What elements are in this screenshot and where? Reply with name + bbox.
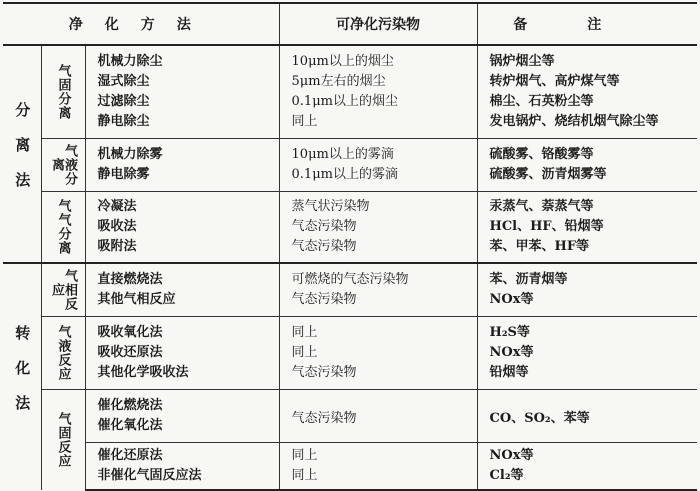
table-row [3,263,697,317]
subgroup-label-gas-solid: 气固分离 [41,45,85,139]
methods-gas-liquid: 机械力除雾 静电除雾 [85,139,279,192]
notes-gas-liquid-reaction: H₂S等 NOx等 铅烟等 [477,317,697,390]
notes-catalytic-combustion: CO、SO₂、苯等 [477,390,697,443]
pollutants-gas-solid: 10μm以上的烟尘 5μm左右的烟尘 0.1μm以上的烟尘 同上 [279,45,477,139]
header-pollutant: 可净化污染物 [279,3,477,45]
methods-gas-liquid-reaction: 吸收氧化法 吸收还原法 其他化学吸收法 [85,317,279,390]
group-label-conversion: 转化法 [3,263,41,490]
table-row [3,192,697,264]
methods-gas-phase: 直接燃烧法 其他气相反应 [85,263,279,317]
methods-gas-gas: 冷凝法 吸收法 吸附法 [85,192,279,264]
notes-gas-gas: 汞蒸气、萘蒸气等 HCl、HF、铅烟等 苯、甲苯、HF等 [477,192,697,264]
subgroup-label-gas-liquid-reaction: 气液反应 [41,317,85,390]
table-row [3,443,697,491]
notes-catalytic-reduction: NOx等 Cl₂等 [477,443,697,491]
subgroup-label-gas-phase: 气相反应 [41,263,85,317]
pollutants-gas-gas: 蒸气状污染物 气态污染物 气态污染物 [279,192,477,264]
purification-methods-table [3,2,697,491]
header-notes: 备注 [477,3,697,45]
table-row [3,45,697,139]
table-row [3,139,697,192]
notes-gas-phase: 苯、沥青烟等 NOx等 [477,263,697,317]
pollutants-gas-liquid: 10μm以上的雾滴 0.1μm以上的雾滴 [279,139,477,192]
group-label-separation: 分离法 [3,45,41,263]
table-row [3,390,697,443]
pollutants-gas-liquid-reaction: 同上 同上 气态污染物 [279,317,477,390]
header-method: 净化方法 [3,3,279,45]
subgroup-label-gas-solid-reaction: 气固反应 [41,390,85,491]
pollutants-catalytic-reduction: 同上 同上 [279,443,477,491]
table-header-row [3,3,697,45]
subgroup-label-gas-gas: 气气分离 [41,192,85,264]
subgroup-label-gas-liquid: 气液分离 [41,139,85,192]
notes-gas-liquid: 硫酸雾、铬酸雾等 硫酸雾、沥青烟雾等 [477,139,697,192]
methods-catalytic-reduction: 催化还原法 非催化气固反应法 [85,443,279,491]
methods-gas-solid: 机械力除尘 湿式除尘 过滤除尘 静电除尘 [85,45,279,139]
table-row [3,317,697,390]
methods-catalytic-combustion: 催化燃烧法 催化氧化法 [85,390,279,443]
pollutants-catalytic-combustion: 气态污染物 [279,390,477,443]
pollutants-gas-phase: 可燃烧的气态污染物 气态污染物 [279,263,477,317]
notes-gas-solid: 锅炉烟尘等 转炉烟气、高炉煤气等 棉尘、石英粉尘等 发电锅炉、烧结机烟气除尘等 [489,54,659,129]
